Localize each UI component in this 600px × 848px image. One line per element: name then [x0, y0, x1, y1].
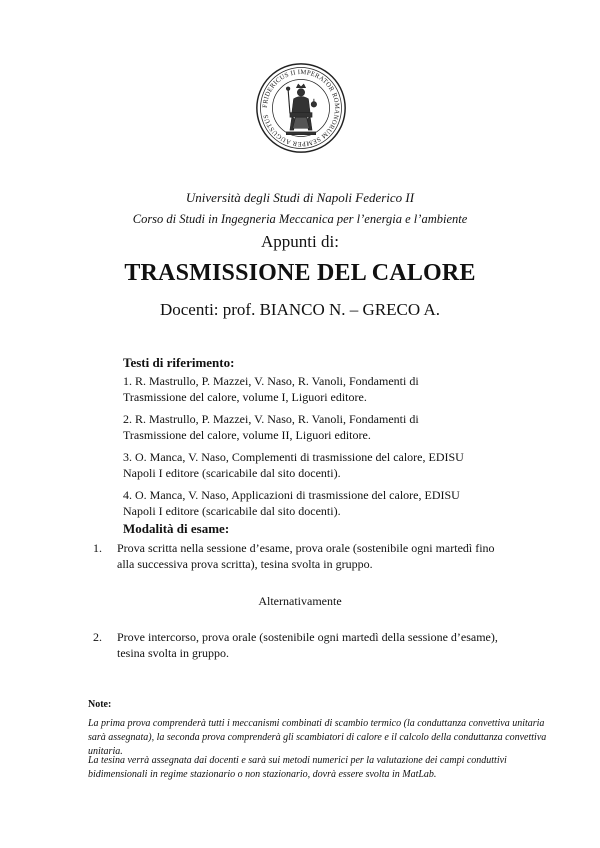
docenti-line: Docenti: prof. BIANCO N. – GRECO A. [159, 300, 440, 319]
exam-item-1 [93, 540, 513, 572]
university-name: Università degli Studi di Napoli Federico II [185, 190, 415, 205]
appunti-label: Appunti di: [261, 232, 339, 251]
document-title: TRASMISSIONE DEL CALORE [124, 260, 476, 286]
exam-item-text: Prove intercorso, prova orale (sostenibile ogni martedì della sessione d’esame), [117, 630, 498, 644]
reference-item: 2. R. Mastrullo, P. Mazzei, V. Naso, R. Vanoli, Fondamenti di Trasmissione del calore, volume II, Liguori editore. [123, 412, 419, 442]
reference-item: 1. R. Mastrullo, P. Mazzei, V. Naso, R. Vanoli, Fondamenti di Trasmissione del calore, volume I, Liguori editore. [123, 374, 419, 404]
notes-heading: Note: [88, 699, 112, 710]
exam-item-number: 1. [93, 541, 102, 555]
references-list [123, 373, 483, 525]
exam-item-number: 2. [93, 630, 102, 644]
note-paragraph: La tesina verrà assegnata dai docenti e sarà sui metodi numerici per la valutazione dei campi conduttivi bidimensionali in regime stazionario o non stazionario, dovrà essere svolta in MatLab. [88, 755, 507, 780]
reference-item: 4. O. Manca, V. Naso, Applicazioni di trasmissione del calore, EDISU Napoli I editore (scaricabile dal sito docenti). [123, 488, 460, 518]
alternatively-label: Alternativamente [258, 594, 342, 608]
exam-item-2 [93, 629, 513, 661]
seal-ring-text: FRIDERICUS II IMPERATOR ROMANORUM SEMPER AUGUSTUS [261, 68, 341, 148]
exam-item-text: Prova scritta nella sessione d’esame, prova orale (sostenibile ogni martedì fino [117, 541, 495, 555]
exam-item-text: tesina svolta in gruppo. [117, 646, 229, 660]
reference-item: 3. O. Manca, V. Naso, Complementi di trasmissione del calore, EDISU Napoli I editore (scaricabile dal sito docenti). [123, 450, 464, 480]
course-name: Corso di Studi in Ingegneria Meccanica per l’energia e l’ambiente [132, 212, 468, 226]
note-paragraph: La prima prova comprenderà tutti i meccanismi combinati di scambio termico (la conduttanza convettiva unitaria sarà assegnata), la seconda prova comprenderà gli scambiatori di calore e il calcolo della conduttanza convettiva unitaria. [88, 718, 547, 757]
university-seal-icon [255, 62, 347, 154]
exam-heading: Modalità di esame: [123, 521, 230, 536]
exam-item-text: alla successiva prova scritta), tesina svolta in gruppo. [117, 557, 373, 571]
references-heading: Testi di riferimento: [123, 355, 235, 370]
